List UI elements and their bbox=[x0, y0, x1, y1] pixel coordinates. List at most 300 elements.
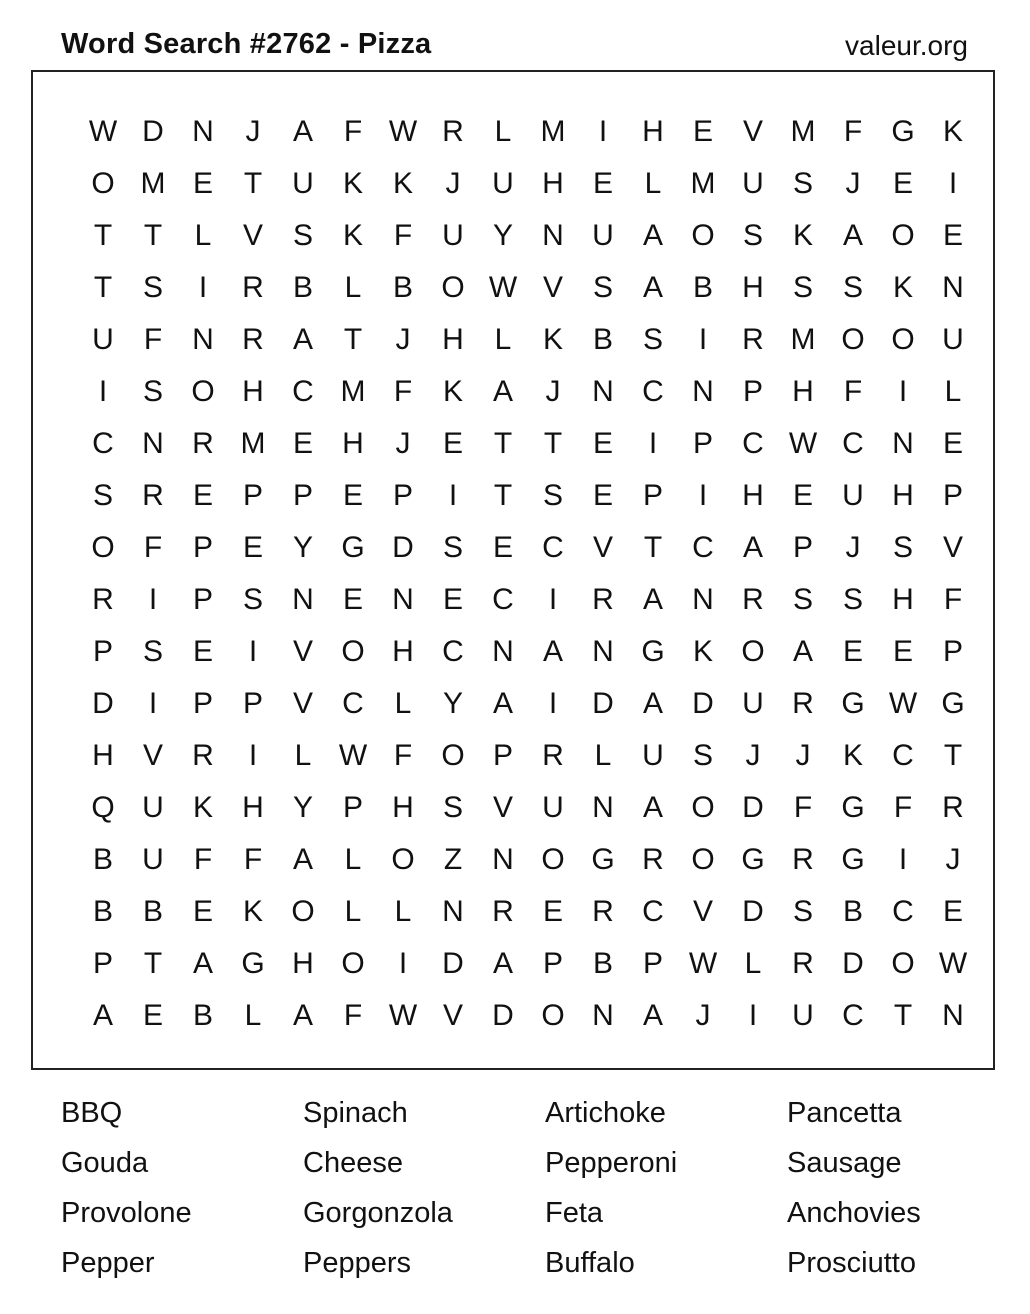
grid-letter: I bbox=[98, 375, 108, 408]
word-list-item: Anchovies bbox=[787, 1197, 921, 1229]
grid-letter: H bbox=[392, 635, 414, 668]
grid-letter: U bbox=[942, 323, 964, 356]
word-list-item: Prosciutto bbox=[787, 1247, 916, 1279]
word-list-item: Cheese bbox=[303, 1147, 403, 1179]
grid-letter: K bbox=[392, 167, 413, 200]
grid-letter: S bbox=[142, 375, 163, 408]
grid-letter: O bbox=[691, 219, 715, 252]
grid-letter: D bbox=[442, 947, 464, 980]
grid-letter: L bbox=[944, 375, 962, 408]
grid-letter: N bbox=[192, 323, 214, 356]
grid-letter: H bbox=[342, 427, 364, 460]
grid-letter: C bbox=[342, 687, 364, 720]
grid-letter: I bbox=[698, 323, 708, 356]
grid-row bbox=[78, 366, 988, 418]
grid-letter: V bbox=[592, 531, 613, 564]
grid-letter: W bbox=[488, 271, 518, 304]
grid-letter: L bbox=[494, 323, 512, 356]
grid-letter: F bbox=[843, 115, 863, 148]
grid-letter: R bbox=[792, 843, 814, 876]
grid-letter: E bbox=[792, 479, 813, 512]
grid-letter: P bbox=[292, 479, 313, 512]
grid-letter: U bbox=[842, 479, 864, 512]
grid-letter: K bbox=[792, 219, 813, 252]
grid-letter: F bbox=[893, 791, 913, 824]
grid-letter: O bbox=[341, 635, 365, 668]
grid-letter: T bbox=[93, 271, 113, 304]
grid-letter: P bbox=[942, 479, 963, 512]
grid-letter: P bbox=[192, 687, 213, 720]
grid-letter: T bbox=[893, 999, 913, 1032]
grid-letter: M bbox=[790, 323, 816, 356]
grid-letter: K bbox=[842, 739, 863, 772]
grid-letter: A bbox=[292, 843, 313, 876]
grid-letter: G bbox=[341, 531, 365, 564]
grid-letter: E bbox=[142, 999, 163, 1032]
grid-letter: I bbox=[548, 687, 558, 720]
grid-letter: F bbox=[843, 375, 863, 408]
grid-letter: R bbox=[642, 843, 664, 876]
grid-letter: P bbox=[342, 791, 363, 824]
grid-row bbox=[78, 314, 988, 366]
grid-letter: S bbox=[742, 219, 763, 252]
grid-letter: N bbox=[942, 999, 964, 1032]
grid-letter: A bbox=[642, 999, 663, 1032]
grid-letter: I bbox=[898, 375, 908, 408]
grid-letter: F bbox=[393, 739, 413, 772]
word-list-item: BBQ bbox=[61, 1097, 123, 1129]
word-list-item: Gorgonzola bbox=[303, 1197, 453, 1229]
grid-letter: D bbox=[742, 791, 764, 824]
grid-letter: H bbox=[442, 323, 464, 356]
grid-letter: G bbox=[641, 635, 665, 668]
grid-letter: O bbox=[691, 843, 715, 876]
grid-letter: E bbox=[442, 583, 463, 616]
grid-letter: B bbox=[392, 271, 413, 304]
grid-row bbox=[78, 834, 988, 886]
grid-letter: H bbox=[892, 583, 914, 616]
grid-letter: D bbox=[692, 687, 714, 720]
grid-letter: E bbox=[692, 115, 713, 148]
grid-letter: M bbox=[790, 115, 816, 148]
grid-letter: G bbox=[841, 687, 865, 720]
grid-letter: G bbox=[941, 687, 965, 720]
grid-letter: N bbox=[392, 583, 414, 616]
grid-row bbox=[78, 782, 988, 834]
grid-letter: J bbox=[695, 999, 711, 1032]
grid-letter: B bbox=[92, 843, 113, 876]
grid-letter: U bbox=[92, 323, 114, 356]
grid-letter: A bbox=[292, 115, 313, 148]
grid-letter: R bbox=[192, 739, 214, 772]
grid-letter: A bbox=[542, 635, 563, 668]
grid-letter: R bbox=[242, 271, 264, 304]
grid-letter: P bbox=[692, 427, 713, 460]
grid-letter: O bbox=[891, 947, 915, 980]
grid-letter: S bbox=[792, 583, 813, 616]
grid-letter: E bbox=[592, 167, 613, 200]
grid-letter: N bbox=[492, 635, 514, 668]
grid-letter: B bbox=[592, 947, 613, 980]
grid-row bbox=[78, 730, 988, 782]
grid-letter: H bbox=[92, 739, 114, 772]
grid-letter: U bbox=[742, 167, 764, 200]
grid-letter: D bbox=[142, 115, 164, 148]
grid-letter: A bbox=[642, 271, 663, 304]
grid-letter: S bbox=[142, 635, 163, 668]
grid-letter: C bbox=[842, 427, 864, 460]
grid-letter: U bbox=[742, 687, 764, 720]
grid-letter: K bbox=[542, 323, 563, 356]
grid-letter: U bbox=[542, 791, 564, 824]
grid-letter: I bbox=[648, 427, 658, 460]
grid-letter: V bbox=[142, 739, 163, 772]
grid-letter: O bbox=[541, 999, 565, 1032]
grid-letter: O bbox=[441, 739, 465, 772]
grid-letter: I bbox=[898, 843, 908, 876]
page-title: Word Search #2762 - Pizza bbox=[61, 28, 432, 60]
grid-row bbox=[78, 522, 988, 574]
word-list-item: Provolone bbox=[61, 1197, 192, 1229]
grid-row bbox=[78, 574, 988, 626]
grid-letter: Y bbox=[442, 687, 463, 720]
grid-letter: O bbox=[391, 843, 415, 876]
grid-letter: C bbox=[892, 895, 914, 928]
grid-letter: D bbox=[742, 895, 764, 928]
grid-letter: E bbox=[892, 167, 913, 200]
grid-letter: T bbox=[943, 739, 963, 772]
grid-letter: A bbox=[742, 531, 763, 564]
grid-letter: I bbox=[598, 115, 608, 148]
grid-letter: S bbox=[242, 583, 263, 616]
grid-letter: S bbox=[142, 271, 163, 304]
word-list-item: Feta bbox=[545, 1197, 604, 1229]
word-list-item: Pancetta bbox=[787, 1097, 902, 1129]
grid-letter: I bbox=[248, 739, 258, 772]
grid-letter: P bbox=[542, 947, 563, 980]
grid-letter: L bbox=[394, 895, 412, 928]
grid-letter: C bbox=[642, 375, 664, 408]
grid-letter: B bbox=[192, 999, 213, 1032]
grid-letter: V bbox=[942, 531, 963, 564]
grid-letter: P bbox=[192, 583, 213, 616]
grid-letter: K bbox=[892, 271, 913, 304]
grid-letter: T bbox=[543, 427, 563, 460]
grid-letter: N bbox=[592, 635, 614, 668]
grid-letter: F bbox=[943, 583, 963, 616]
grid-letter: S bbox=[442, 791, 463, 824]
grid-letter: V bbox=[292, 687, 313, 720]
grid-letter: C bbox=[642, 895, 664, 928]
grid-letter: T bbox=[493, 479, 513, 512]
grid-letter: D bbox=[492, 999, 514, 1032]
grid-letter: C bbox=[92, 427, 114, 460]
grid-letter: P bbox=[242, 687, 263, 720]
word-list-item: Buffalo bbox=[545, 1247, 635, 1279]
grid-letter: T bbox=[343, 323, 363, 356]
grid-letter: O bbox=[441, 271, 465, 304]
grid-letter: A bbox=[492, 375, 513, 408]
grid-letter: E bbox=[192, 635, 213, 668]
grid-letter: E bbox=[592, 479, 613, 512]
grid-letter: A bbox=[842, 219, 863, 252]
letter-grid bbox=[78, 106, 988, 1042]
grid-letter: U bbox=[642, 739, 664, 772]
grid-letter: E bbox=[542, 895, 563, 928]
word-list-item: Pepperoni bbox=[545, 1147, 678, 1179]
grid-letter: H bbox=[242, 375, 264, 408]
grid-letter: E bbox=[942, 895, 963, 928]
word-list-item: Artichoke bbox=[545, 1097, 666, 1129]
grid-letter: J bbox=[395, 323, 411, 356]
grid-letter: I bbox=[198, 271, 208, 304]
grid-letter: A bbox=[92, 999, 113, 1032]
grid-letter: C bbox=[492, 583, 514, 616]
grid-letter: N bbox=[592, 375, 614, 408]
grid-letter: Y bbox=[492, 219, 513, 252]
grid-letter: N bbox=[492, 843, 514, 876]
grid-letter: N bbox=[192, 115, 214, 148]
grid-letter: G bbox=[841, 843, 865, 876]
grid-letter: F bbox=[393, 375, 413, 408]
grid-letter: O bbox=[891, 323, 915, 356]
grid-letter: J bbox=[845, 167, 861, 200]
grid-letter: S bbox=[642, 323, 663, 356]
grid-letter: W bbox=[338, 739, 368, 772]
grid-letter: P bbox=[192, 531, 213, 564]
grid-letter: E bbox=[342, 583, 363, 616]
grid-letter: D bbox=[592, 687, 614, 720]
grid-letter: L bbox=[494, 115, 512, 148]
grid-letter: A bbox=[492, 947, 513, 980]
grid-letter: K bbox=[692, 635, 713, 668]
grid-letter: R bbox=[492, 895, 514, 928]
grid-letter: O bbox=[741, 635, 765, 668]
grid-row bbox=[78, 262, 988, 314]
grid-letter: R bbox=[742, 583, 764, 616]
grid-letter: N bbox=[942, 271, 964, 304]
grid-letter: V bbox=[242, 219, 263, 252]
grid-letter: I bbox=[148, 583, 158, 616]
grid-letter: A bbox=[642, 687, 663, 720]
grid-letter: O bbox=[91, 167, 115, 200]
grid-letter: M bbox=[540, 115, 566, 148]
grid-letter: L bbox=[744, 947, 762, 980]
grid-letter: I bbox=[548, 583, 558, 616]
grid-letter: S bbox=[842, 271, 863, 304]
puzzle-board bbox=[31, 70, 995, 1070]
grid-letter: H bbox=[792, 375, 814, 408]
grid-letter: S bbox=[92, 479, 113, 512]
grid-letter: L bbox=[244, 999, 262, 1032]
grid-letter: J bbox=[545, 375, 561, 408]
grid-letter: U bbox=[142, 791, 164, 824]
grid-row bbox=[78, 626, 988, 678]
grid-letter: G bbox=[891, 115, 915, 148]
grid-letter: P bbox=[792, 531, 813, 564]
grid-letter: D bbox=[92, 687, 114, 720]
grid-letter: V bbox=[692, 895, 713, 928]
grid-letter: J bbox=[745, 739, 761, 772]
grid-letter: A bbox=[642, 219, 663, 252]
grid-letter: W bbox=[938, 947, 968, 980]
grid-letter: D bbox=[842, 947, 864, 980]
grid-letter: Q bbox=[91, 791, 115, 824]
grid-letter: G bbox=[241, 947, 265, 980]
grid-letter: A bbox=[792, 635, 813, 668]
grid-letter: L bbox=[344, 895, 362, 928]
grid-letter: I bbox=[248, 635, 258, 668]
grid-letter: B bbox=[292, 271, 313, 304]
grid-letter: E bbox=[192, 167, 213, 200]
grid-letter: R bbox=[442, 115, 464, 148]
grid-letter: F bbox=[243, 843, 263, 876]
grid-letter: E bbox=[942, 427, 963, 460]
grid-letter: N bbox=[692, 583, 714, 616]
grid-letter: E bbox=[342, 479, 363, 512]
grid-letter: P bbox=[942, 635, 963, 668]
grid-row bbox=[78, 470, 988, 522]
grid-letter: I bbox=[398, 947, 408, 980]
grid-letter: O bbox=[541, 843, 565, 876]
grid-letter: A bbox=[642, 791, 663, 824]
grid-letter: E bbox=[192, 479, 213, 512]
grid-letter: C bbox=[542, 531, 564, 564]
grid-letter: I bbox=[948, 167, 958, 200]
grid-letter: S bbox=[292, 219, 313, 252]
grid-letter: R bbox=[192, 427, 214, 460]
grid-letter: K bbox=[342, 219, 363, 252]
grid-letter: U bbox=[142, 843, 164, 876]
grid-letter: K bbox=[242, 895, 263, 928]
grid-letter: T bbox=[143, 219, 163, 252]
grid-letter: S bbox=[842, 583, 863, 616]
grid-letter: S bbox=[792, 167, 813, 200]
grid-letter: S bbox=[792, 271, 813, 304]
grid-letter: L bbox=[344, 843, 362, 876]
grid-letter: H bbox=[242, 791, 264, 824]
grid-letter: A bbox=[292, 999, 313, 1032]
grid-letter: C bbox=[742, 427, 764, 460]
grid-letter: H bbox=[742, 479, 764, 512]
grid-letter: R bbox=[592, 895, 614, 928]
grid-letter: H bbox=[392, 791, 414, 824]
grid-letter: E bbox=[242, 531, 263, 564]
grid-letter: T bbox=[493, 427, 513, 460]
grid-letter: E bbox=[292, 427, 313, 460]
grid-letter: R bbox=[942, 791, 964, 824]
grid-row bbox=[78, 418, 988, 470]
grid-letter: W bbox=[788, 427, 818, 460]
grid-letter: F bbox=[393, 219, 413, 252]
grid-letter: T bbox=[643, 531, 663, 564]
grid-letter: L bbox=[294, 739, 312, 772]
grid-letter: O bbox=[291, 895, 315, 928]
grid-row bbox=[78, 678, 988, 730]
grid-letter: N bbox=[592, 791, 614, 824]
word-list-item: Spinach bbox=[303, 1097, 408, 1129]
grid-letter: S bbox=[592, 271, 613, 304]
grid-letter: I bbox=[748, 999, 758, 1032]
grid-letter: C bbox=[442, 635, 464, 668]
grid-letter: F bbox=[193, 843, 213, 876]
grid-letter: E bbox=[442, 427, 463, 460]
word-list-item: Gouda bbox=[61, 1147, 149, 1179]
grid-row bbox=[78, 210, 988, 262]
grid-letter: I bbox=[148, 687, 158, 720]
grid-letter: N bbox=[592, 999, 614, 1032]
grid-letter: F bbox=[143, 323, 163, 356]
grid-letter: J bbox=[795, 739, 811, 772]
grid-letter: A bbox=[292, 323, 313, 356]
grid-letter: N bbox=[892, 427, 914, 460]
grid-letter: B bbox=[692, 271, 713, 304]
grid-letter: C bbox=[892, 739, 914, 772]
grid-letter: P bbox=[742, 375, 763, 408]
grid-letter: H bbox=[742, 271, 764, 304]
grid-letter: O bbox=[341, 947, 365, 980]
grid-letter: F bbox=[143, 531, 163, 564]
grid-letter: G bbox=[741, 843, 765, 876]
grid-row bbox=[78, 990, 988, 1042]
grid-letter: P bbox=[642, 479, 663, 512]
grid-letter: D bbox=[392, 531, 414, 564]
grid-letter: T bbox=[143, 947, 163, 980]
grid-letter: A bbox=[192, 947, 213, 980]
grid-letter: J bbox=[245, 115, 261, 148]
grid-letter: S bbox=[892, 531, 913, 564]
grid-letter: Z bbox=[443, 843, 463, 876]
grid-letter: E bbox=[192, 895, 213, 928]
grid-letter: I bbox=[448, 479, 458, 512]
grid-letter: K bbox=[192, 791, 213, 824]
grid-letter: J bbox=[945, 843, 961, 876]
grid-letter: R bbox=[742, 323, 764, 356]
grid-letter: S bbox=[442, 531, 463, 564]
grid-letter: W bbox=[388, 999, 418, 1032]
grid-letter: A bbox=[642, 583, 663, 616]
grid-letter: N bbox=[142, 427, 164, 460]
grid-letter: J bbox=[845, 531, 861, 564]
grid-letter: Y bbox=[292, 791, 313, 824]
grid-letter: S bbox=[542, 479, 563, 512]
grid-letter: R bbox=[792, 947, 814, 980]
grid-letter: V bbox=[442, 999, 463, 1032]
grid-letter: U bbox=[292, 167, 314, 200]
grid-letter: V bbox=[542, 271, 563, 304]
grid-letter: R bbox=[92, 583, 114, 616]
grid-letter: P bbox=[642, 947, 663, 980]
grid-letter: F bbox=[343, 999, 363, 1032]
word-list-item: Peppers bbox=[303, 1247, 412, 1279]
grid-letter: N bbox=[692, 375, 714, 408]
grid-letter: L bbox=[594, 739, 612, 772]
grid-letter: R bbox=[142, 479, 164, 512]
grid-letter: P bbox=[242, 479, 263, 512]
grid-letter: F bbox=[793, 791, 813, 824]
grid-letter: E bbox=[592, 427, 613, 460]
grid-letter: O bbox=[191, 375, 215, 408]
grid-letter: L bbox=[344, 271, 362, 304]
grid-row bbox=[78, 938, 988, 990]
grid-letter: T bbox=[93, 219, 113, 252]
grid-letter: S bbox=[692, 739, 713, 772]
grid-letter: H bbox=[292, 947, 314, 980]
grid-letter: B bbox=[842, 895, 863, 928]
grid-row bbox=[78, 886, 988, 938]
grid-letter: R bbox=[592, 583, 614, 616]
grid-letter: C bbox=[692, 531, 714, 564]
